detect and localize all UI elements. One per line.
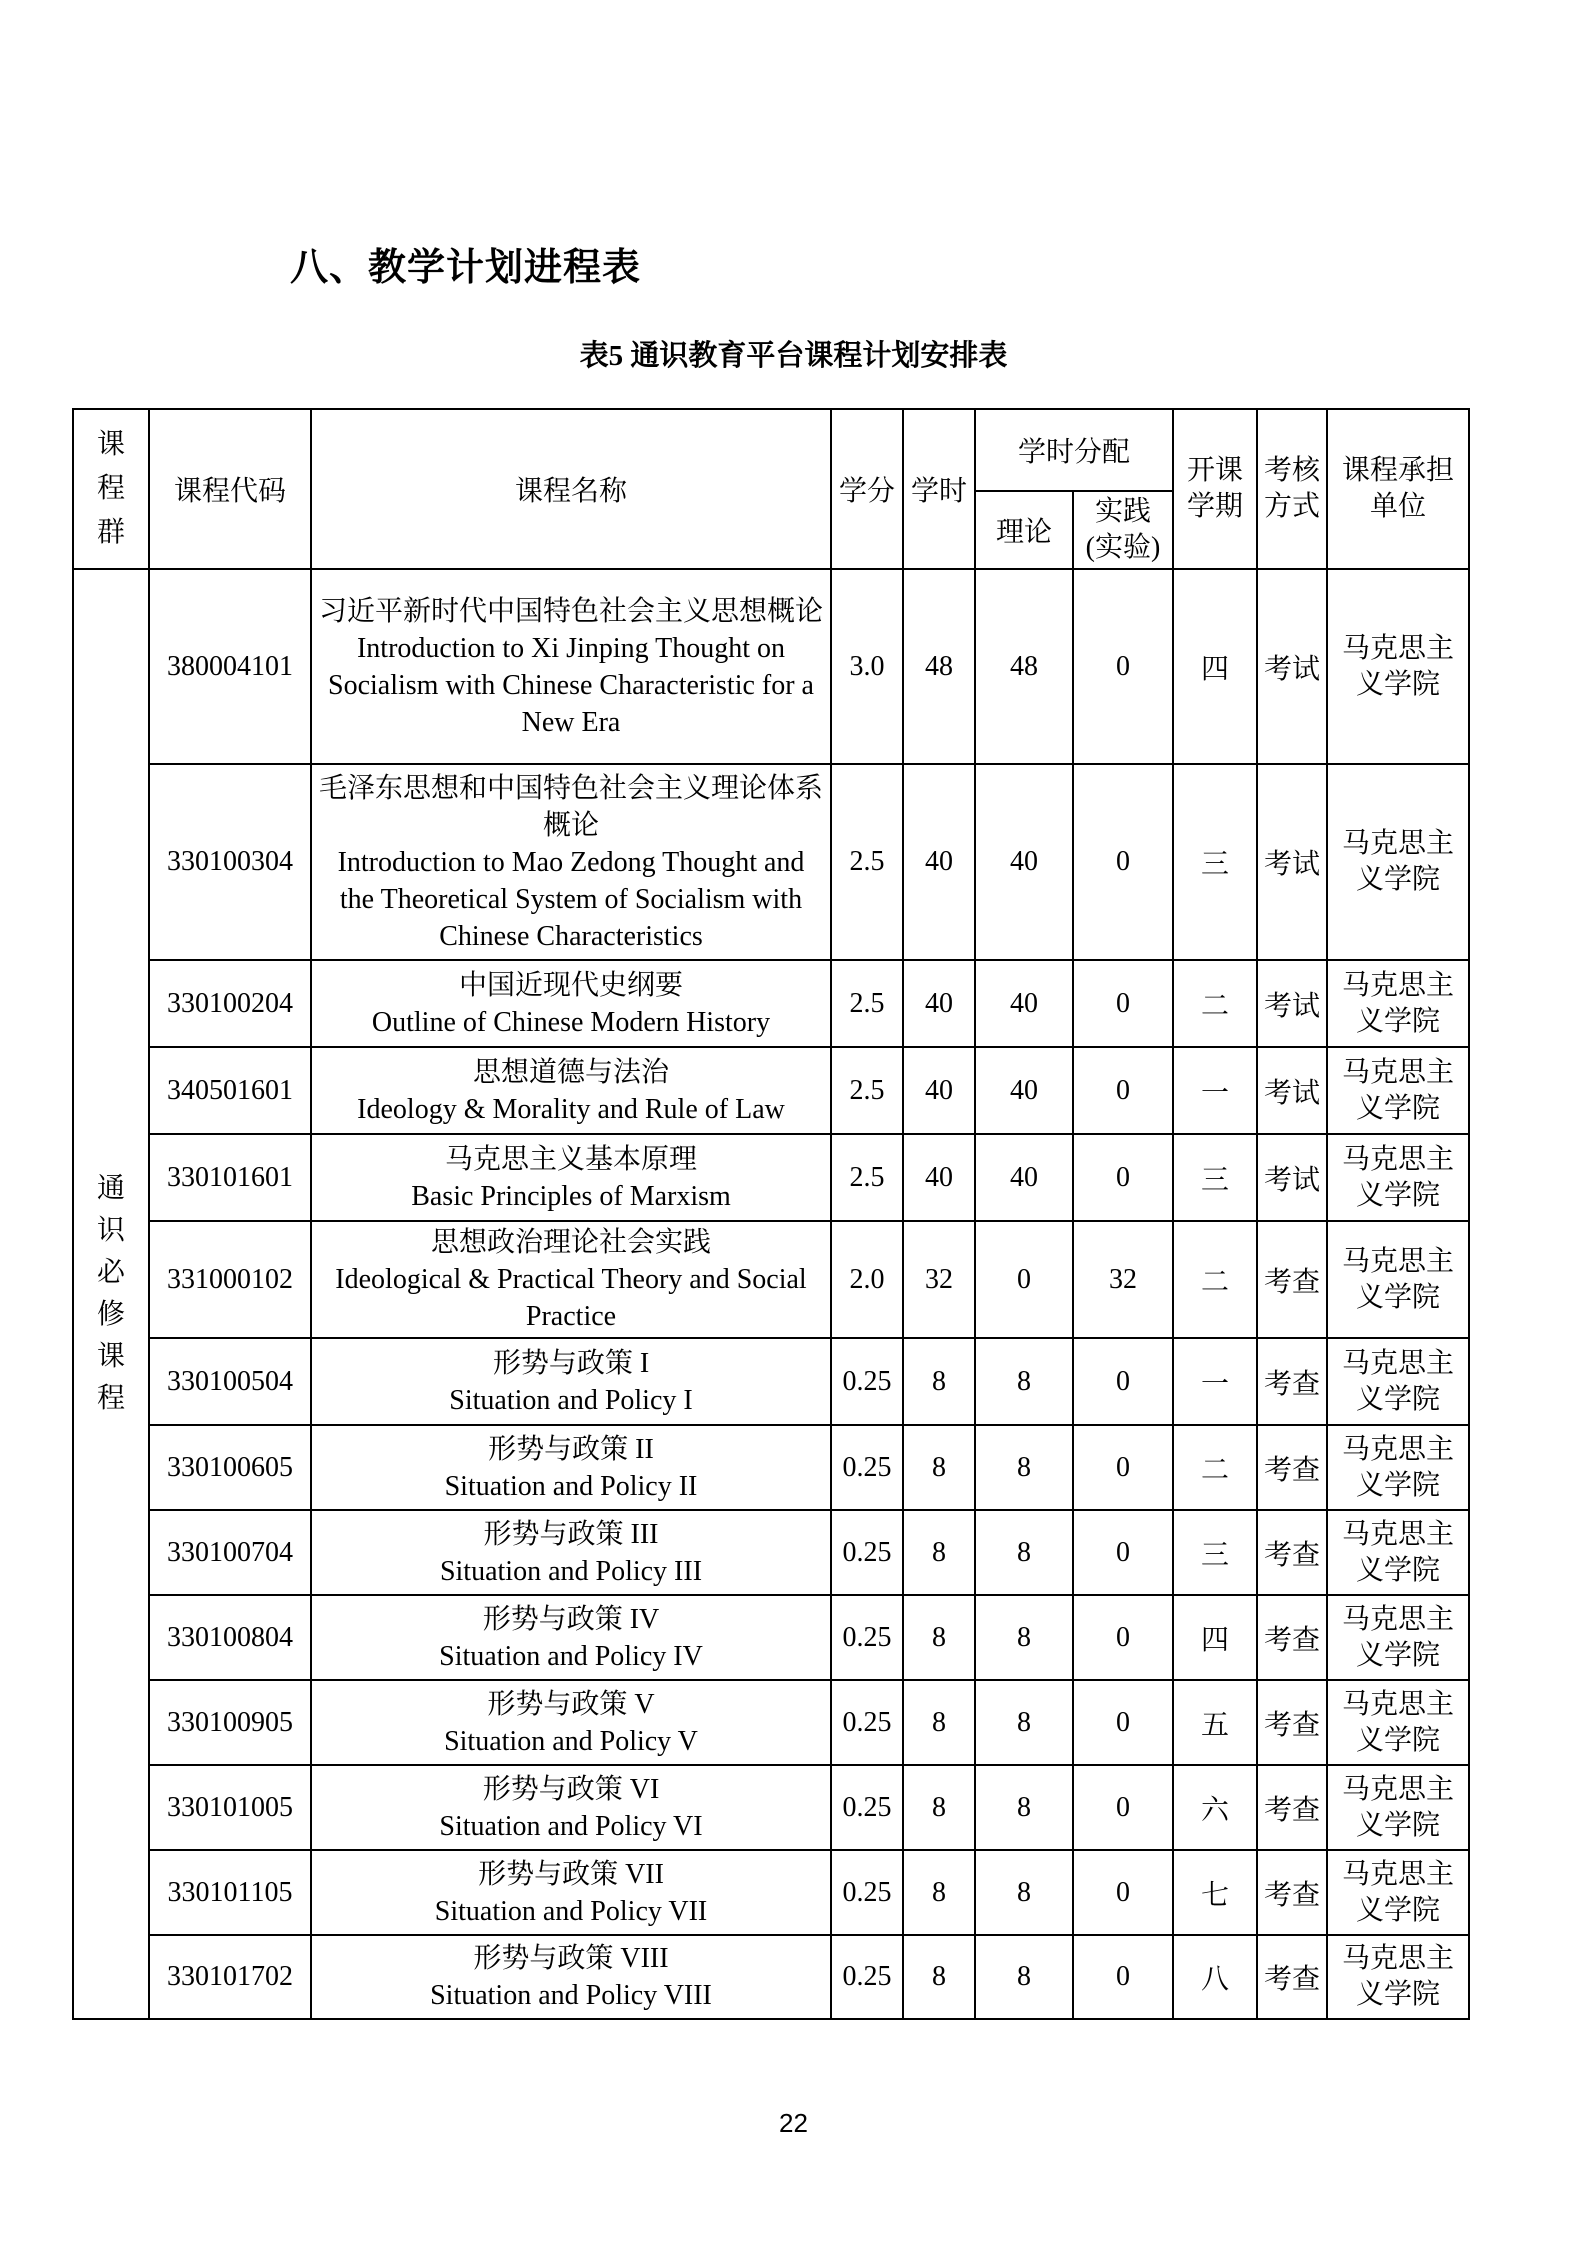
semester-cell: 一: [1173, 1338, 1257, 1425]
credits-cell: 2.5: [831, 1047, 903, 1134]
credits-cell: 0.25: [831, 1935, 903, 2019]
assessment-cell: 考查: [1257, 1680, 1327, 1765]
course-name-cell: [311, 1850, 831, 1935]
course-name-cn: 形势与政策 III: [483, 1518, 659, 1550]
header-unit: [1327, 409, 1469, 569]
course-name-en: Situation and Policy VIII: [430, 1980, 712, 2011]
course-row: [73, 1765, 1469, 1850]
semester-cell: 四: [1173, 1595, 1257, 1680]
unit-cell: 马克思主义学院: [1327, 1425, 1469, 1510]
course-name-cn: 毛泽东思想和中国特色社会主义理论体系概论: [318, 772, 823, 841]
theory-hours-cell: 40: [975, 1134, 1073, 1221]
course-name-en: Situation and Policy V: [444, 1725, 698, 1757]
course-plan-table: [72, 408, 1470, 2020]
hours-cell: 8: [903, 1850, 975, 1935]
header-assessment: [1257, 409, 1327, 569]
theory-hours-cell: 8: [975, 1338, 1073, 1425]
assessment-cell: 考试: [1257, 569, 1327, 764]
hours-cell: 8: [903, 1595, 975, 1680]
unit-cell: 马克思主义学院: [1327, 1510, 1469, 1595]
course-name-cn: 形势与政策 IV: [482, 1603, 660, 1635]
hours-cell: 8: [903, 1510, 975, 1595]
theory-hours-cell: 40: [975, 764, 1073, 960]
course-code-cell: 330101005: [149, 1765, 311, 1850]
hours-cell: 40: [903, 764, 975, 960]
assessment-cell: 考试: [1257, 1134, 1327, 1221]
unit-cell: 马克思主义学院: [1327, 764, 1469, 960]
unit-cell: 马克思主义学院: [1327, 960, 1469, 1047]
practice-hours-cell: 0: [1073, 1850, 1173, 1935]
semester-cell: 八: [1173, 1935, 1257, 2019]
hours-cell: 40: [903, 1047, 975, 1134]
course-name-en: Outline of Chinese Modern History: [371, 1006, 771, 1038]
theory-hours-cell: 8: [975, 1425, 1073, 1510]
header-hours-allocation: 学时分配: [975, 409, 1173, 491]
assessment-cell: 考查: [1257, 1935, 1327, 2019]
theory-hours-cell: 8: [975, 1850, 1073, 1935]
theory-hours-cell: 48: [975, 569, 1073, 764]
hours-cell: 48: [903, 569, 975, 764]
course-name-cell: [311, 1765, 831, 1850]
course-code-cell: 331000102: [149, 1221, 311, 1338]
assessment-cell: 考查: [1257, 1221, 1327, 1338]
course-code-cell: 380004101: [149, 569, 311, 764]
course-row: [73, 1935, 1469, 2019]
course-name-cn: 马克思主义基本原理: [444, 1143, 697, 1175]
semester-cell: 四: [1173, 569, 1257, 764]
course-row: [73, 764, 1469, 960]
theory-hours-cell: 40: [975, 960, 1073, 1047]
hours-cell: 8: [903, 1765, 975, 1850]
hours-cell: 8: [903, 1935, 975, 2019]
table-caption: 表5 通识教育平台课程计划安排表: [579, 340, 1008, 372]
practice-hours-cell: 0: [1073, 1047, 1173, 1134]
course-row: [73, 569, 1469, 764]
course-code-cell: 330101702: [149, 1935, 311, 2019]
practice-hours-cell: 0: [1073, 1338, 1173, 1425]
credits-cell: 2.5: [831, 764, 903, 960]
course-name-en: Ideology & Morality and Rule of Law: [357, 1093, 785, 1125]
course-row: [73, 1595, 1469, 1680]
assessment-cell: 考查: [1257, 1595, 1327, 1680]
course-row: [73, 960, 1469, 1047]
unit-cell: 马克思主义学院: [1327, 1680, 1469, 1765]
theory-hours-cell: 8: [975, 1935, 1073, 2019]
course-name-cell: [311, 764, 831, 960]
unit-cell: 马克思主义学院: [1327, 1047, 1469, 1134]
unit-cell: 马克思主义学院: [1327, 1338, 1469, 1425]
course-row: [73, 1047, 1469, 1134]
semester-cell: 三: [1173, 764, 1257, 960]
semester-cell: 二: [1173, 960, 1257, 1047]
course-name-en: Situation and Policy III: [439, 1555, 703, 1587]
credits-cell: 2.0: [831, 1221, 903, 1338]
theory-hours-cell: 8: [975, 1765, 1073, 1850]
unit-cell: 马克思主义学院: [1327, 569, 1469, 764]
hours-cell: 8: [903, 1425, 975, 1510]
unit-cell: 马克思主义学院: [1327, 1765, 1469, 1850]
semester-cell: 一: [1173, 1047, 1257, 1134]
practice-hours-cell: 32: [1073, 1221, 1173, 1338]
course-row: [73, 1338, 1469, 1425]
course-row: [73, 1221, 1469, 1338]
table-body: [73, 569, 1469, 2019]
unit-cell: 马克思主义学院: [1327, 1221, 1469, 1338]
practice-hours-cell: 0: [1073, 1680, 1173, 1765]
unit-cell: 马克思主义学院: [1327, 1134, 1469, 1221]
course-name-cell: [311, 960, 831, 1047]
course-name-cell: [311, 1510, 831, 1595]
unit-cell: 马克思主义学院: [1327, 1935, 1469, 2019]
course-row: [73, 1134, 1469, 1221]
header-row-1: [73, 409, 1469, 491]
practice-hours-cell: 0: [1073, 1510, 1173, 1595]
course-name-en: Situation and Policy I: [449, 1384, 693, 1416]
course-row: [73, 1425, 1469, 1510]
assessment-cell: 考查: [1257, 1425, 1327, 1510]
course-code-cell: 330101601: [149, 1134, 311, 1221]
course-name-en: Introduction to Mao Zedong Thought and the Theoretical System of Socialism with Chinese Characteristics: [337, 846, 805, 952]
header-hours: 学时: [903, 409, 975, 569]
hours-cell: 40: [903, 960, 975, 1047]
header-unit-label: 课程承担单位: [1342, 455, 1455, 522]
assessment-cell: 考查: [1257, 1765, 1327, 1850]
unit-cell: 马克思主义学院: [1327, 1850, 1469, 1935]
page-number: 22: [779, 2108, 808, 2138]
course-name-cn: 形势与政策 V: [487, 1688, 655, 1720]
course-group-label: 通识必修课程: [96, 1173, 125, 1414]
assessment-cell: 考试: [1257, 1047, 1327, 1134]
course-code-cell: 330100204: [149, 960, 311, 1047]
course-name-cn: 中国近现代史纲要: [458, 969, 683, 1001]
course-code-cell: 330100804: [149, 1595, 311, 1680]
header-course-name: 课程名称: [311, 409, 831, 569]
theory-hours-cell: 8: [975, 1510, 1073, 1595]
course-name-cell: [311, 1595, 831, 1680]
theory-hours-cell: 8: [975, 1680, 1073, 1765]
semester-cell: 七: [1173, 1850, 1257, 1935]
practice-hours-cell: 0: [1073, 764, 1173, 960]
hours-cell: 8: [903, 1338, 975, 1425]
credits-cell: 0.25: [831, 1765, 903, 1850]
header-credits: 学分: [831, 409, 903, 569]
practice-hours-cell: 0: [1073, 960, 1173, 1047]
semester-cell: 三: [1173, 1134, 1257, 1221]
practice-hours-cell: 0: [1073, 1935, 1173, 2019]
course-group-cell: [73, 569, 149, 2019]
assessment-cell: 考查: [1257, 1338, 1327, 1425]
semester-cell: 二: [1173, 1221, 1257, 1338]
header-course-group-label: 课程群: [96, 429, 125, 548]
theory-hours-cell: 8: [975, 1595, 1073, 1680]
credits-cell: 2.5: [831, 1134, 903, 1221]
course-name-en: Basic Principles of Marxism: [411, 1180, 731, 1212]
credits-cell: 3.0: [831, 569, 903, 764]
course-name-cell: [311, 1338, 831, 1425]
course-name-en: Situation and Policy VII: [434, 1895, 708, 1927]
course-name-en: Introduction to Xi Jinping Thought on Socialism with Chinese Characteristic for a New Era: [328, 632, 814, 738]
header-practice: [1073, 491, 1173, 569]
course-name-cn: 形势与政策 VIII: [473, 1943, 669, 1974]
course-name-en: Situation and Policy IV: [439, 1640, 703, 1672]
course-name-cn: 形势与政策 I: [492, 1347, 650, 1379]
hours-cell: 40: [903, 1134, 975, 1221]
course-code-cell: 330100304: [149, 764, 311, 960]
semester-cell: 三: [1173, 1510, 1257, 1595]
course-code-cell: 340501601: [149, 1047, 311, 1134]
course-name-en: Situation and Policy II: [444, 1470, 698, 1502]
header-theory: 理论: [975, 491, 1073, 569]
course-code-cell: 330100605: [149, 1425, 311, 1510]
hours-cell: 32: [903, 1221, 975, 1338]
semester-cell: 六: [1173, 1765, 1257, 1850]
section-title: 八、教学计划进程表: [290, 247, 642, 289]
course-name-en: Ideological & Practical Theory and Social Practice: [335, 1264, 807, 1332]
course-code-cell: 330100704: [149, 1510, 311, 1595]
credits-cell: 0.25: [831, 1850, 903, 1935]
credits-cell: 0.25: [831, 1680, 903, 1765]
header-course-code: 课程代码: [149, 409, 311, 569]
course-name-cell: [311, 1221, 831, 1338]
hours-cell: 8: [903, 1680, 975, 1765]
course-code-cell: 330100504: [149, 1338, 311, 1425]
course-name-cell: [311, 1680, 831, 1765]
header-practice-label: 实践(实验): [1085, 496, 1161, 563]
course-name-cn: 思想道德与法治: [472, 1056, 669, 1088]
course-row: [73, 1510, 1469, 1595]
course-name-cn: 习近平新时代中国特色社会主义思想概论: [318, 595, 823, 627]
course-row: [73, 1680, 1469, 1765]
header-course-group: [73, 409, 149, 569]
header-semester-label: 开课学期: [1187, 455, 1244, 522]
semester-cell: 二: [1173, 1425, 1257, 1510]
unit-cell: 马克思主义学院: [1327, 1595, 1469, 1680]
theory-hours-cell: 0: [975, 1221, 1073, 1338]
course-name-cn: 形势与政策 VI: [482, 1773, 660, 1805]
assessment-cell: 考试: [1257, 764, 1327, 960]
course-name-cell: [311, 1047, 831, 1134]
course-code-cell: 330101105: [149, 1850, 311, 1935]
course-name-cell: [311, 1134, 831, 1221]
course-row: [73, 1850, 1469, 1935]
table-header: [73, 409, 1469, 569]
header-semester: [1173, 409, 1257, 569]
course-name-cn: 思想政治理论社会实践: [430, 1227, 711, 1258]
header-assessment-label: 考核方式: [1264, 455, 1321, 522]
credits-cell: 2.5: [831, 960, 903, 1047]
practice-hours-cell: 0: [1073, 1425, 1173, 1510]
course-name-en: Situation and Policy VI: [439, 1810, 703, 1842]
practice-hours-cell: 0: [1073, 1765, 1173, 1850]
course-code-cell: 330100905: [149, 1680, 311, 1765]
semester-cell: 五: [1173, 1680, 1257, 1765]
course-name-cn: 形势与政策 II: [488, 1433, 654, 1465]
credits-cell: 0.25: [831, 1425, 903, 1510]
credits-cell: 0.25: [831, 1595, 903, 1680]
course-name-cn: 形势与政策 VII: [478, 1858, 664, 1890]
assessment-cell: 考查: [1257, 1510, 1327, 1595]
course-name-cell: [311, 1425, 831, 1510]
course-name-cell: [311, 1935, 831, 2019]
practice-hours-cell: 0: [1073, 1595, 1173, 1680]
credits-cell: 0.25: [831, 1338, 903, 1425]
practice-hours-cell: 0: [1073, 1134, 1173, 1221]
assessment-cell: 考查: [1257, 1850, 1327, 1935]
course-name-cell: [311, 569, 831, 764]
assessment-cell: 考试: [1257, 960, 1327, 1047]
theory-hours-cell: 40: [975, 1047, 1073, 1134]
practice-hours-cell: 0: [1073, 569, 1173, 764]
credits-cell: 0.25: [831, 1510, 903, 1595]
